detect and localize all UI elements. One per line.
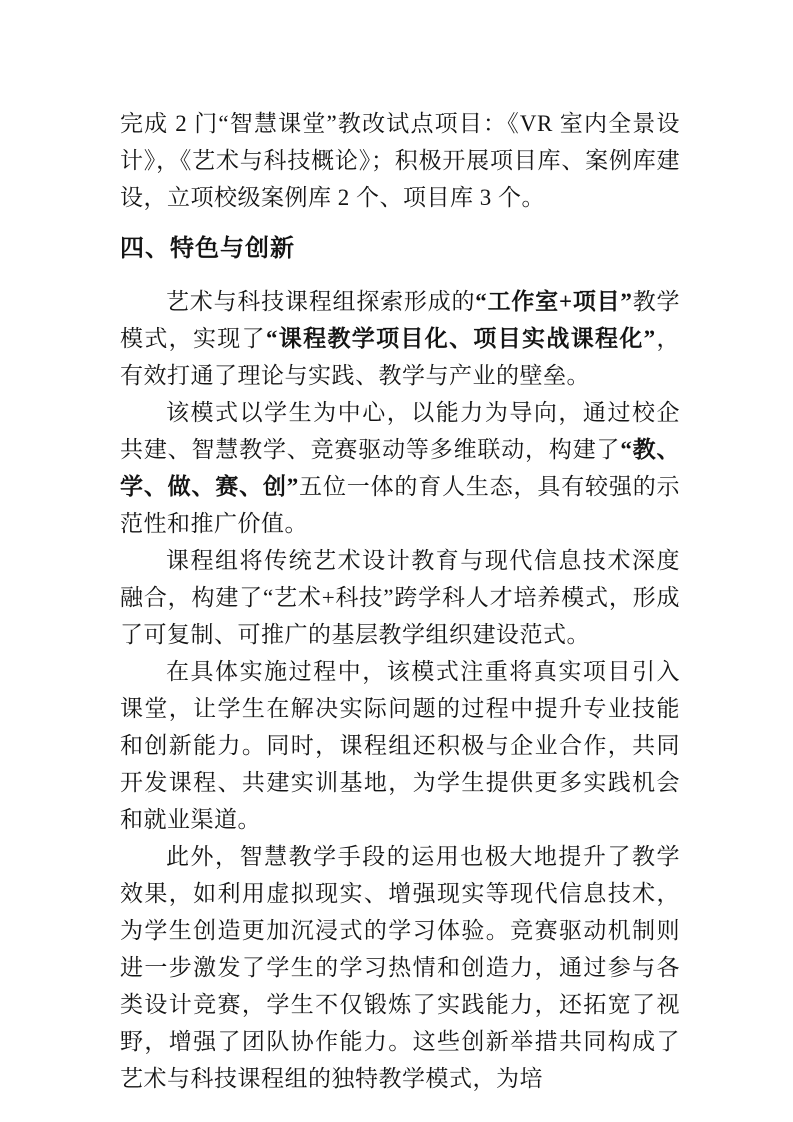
bold-text-run: “课程教学项目化、项目实战课程化”	[265, 326, 656, 351]
text-run: 五位一体的育人生态，具有较强的示范性和推广价值。	[120, 474, 681, 536]
text-run: 此外，智慧教学手段的运用也极大地提升了教学效果，如利用虚拟现实、增强现实等现代信息技术，为学生创造更加沉浸式的学习体验。竞赛驱动机制则进一步激发了学生的学习热情和创造力，通过参与各类设计竞赛，学生不仅锻炼了实践能力，还拓宽了视野，增强了团队协作能力。这些创新举措共同构成了艺术与科技课程组的独特教学模式，为培	[120, 844, 680, 1091]
text-run: ，有效打通了理论与实践、教学与产业的壁垒。	[120, 326, 681, 388]
section-heading	[120, 230, 680, 267]
body-paragraph	[120, 653, 680, 838]
document-content	[120, 105, 680, 1097]
text-run: 艺术与科技课程组探索形成的	[166, 289, 476, 314]
text-run: 教学模式，实现了	[120, 289, 681, 351]
body-paragraph	[120, 105, 680, 216]
bold-text-run: “工作室+项目”	[475, 289, 633, 314]
body-paragraph	[120, 283, 680, 394]
bold-text-run: 四、特色与创新	[120, 235, 295, 262]
text-run: 完成 2 门“智慧课堂”教改试点项目：《VR 室内全景设计》，《艺术与科技概论》；积极开展项目库、案例库建设，立项校级案例库 2 个、项目库 3 个。	[120, 111, 680, 210]
body-paragraph	[120, 394, 680, 542]
text-run: 在具体实施过程中，该模式注重将真实项目引入课堂，让学生在解决实际问题的过程中提升专业技能和创新能力。同时，课程组还积极与企业合作，共同开发课程、共建实训基地，为学生提供更多实践机会和就业渠道。	[120, 659, 680, 832]
text-run: 课程组将传统艺术设计教育与现代信息技术深度融合，构建了“艺术+科技”跨学科人才培养模式，形成了可复制、可推广的基层教学组织建设范式。	[120, 548, 680, 647]
body-paragraph	[120, 838, 680, 1097]
text-run: 该模式以学生为中心，以能力为导向，通过校企共建、智慧教学、竞赛驱动等多维联动，构建了	[120, 400, 680, 462]
body-paragraph	[120, 542, 680, 653]
bold-text-run: “教、学、做、赛、创”	[120, 437, 681, 499]
